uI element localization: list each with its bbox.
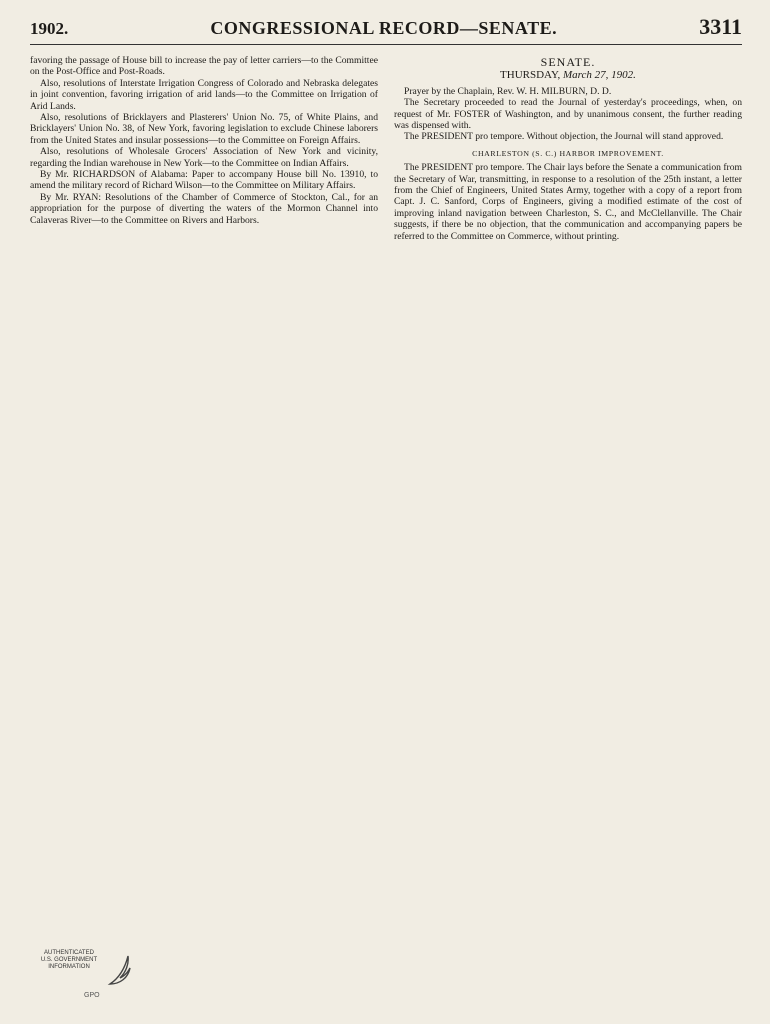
page (30, 14, 742, 242)
paragraph: The PRESIDENT pro tempore. Without objection, the Journal will stand approved. (404, 131, 724, 143)
header-title: CONGRESSIONAL RECORD—SENATE. (210, 18, 558, 38)
paragraph: By Mr. RYAN: Resolutions of the Chamber of Commerce of Stockton, Cal., for an appropriation for the purpose of diverting the waters of the Mormon Channel into Calaveras River—to the Committee on Rivers and Harbors. (30, 191, 378, 226)
page-header (30, 14, 742, 45)
paragraph: Also, resolutions of Bricklayers and Plasterers' Union No. 75, of White Plains, and Bricklayers' Union No. 38, of New York, favoring legislation to exclude Chinese laborers from the United States and insular possessions—to the Committee on Foreign Affairs. (30, 112, 378, 146)
right-column (394, 55, 742, 242)
opening-paragraphs (394, 86, 742, 143)
header-page-number: 3311 (699, 14, 742, 39)
sections (394, 148, 742, 242)
session-date (394, 70, 742, 81)
authentication-text: AUTHENTICATED U.S. GOVERNMENT INFORMATION (40, 950, 98, 970)
paragraph: The Secretary proceeded to read the Journal of yesterday's proceedings, when, on request of Mr. FOSTER of Washington, and by unanimous consent, the further reading was dispensed with. (394, 97, 742, 132)
authenticated-gpo-seal (34, 950, 144, 1012)
paragraph: By Mr. RICHARDSON of Alabama: Paper to accompany House bill No. 13910, to amend the military record of Richard Wilson—to the Committee on Military Affairs. (30, 169, 378, 192)
gpo-label: GPO (84, 992, 100, 999)
eagle-icon (106, 950, 134, 990)
paragraph: Also, resolutions of Wholesale Grocers' Association of New York and vicinity, regarding the Indian warehouse in New York—to the Committee on Indian Affairs. (30, 146, 378, 169)
paragraph: Also, resolutions of Interstate Irrigation Congress of Colorado and Nebraska delegates in joint convention, favoring irrigation of arid lands—to the Committee on Irrigation of Arid Lands. (30, 77, 378, 112)
senate-heading: SENATE. (540, 55, 596, 69)
paragraph: Prayer by the Chaplain, Rev. W. H. MILBURN, D. D. (404, 85, 612, 97)
header-year: 1902. (30, 19, 69, 38)
date-text: March 27, 1902. (563, 69, 636, 82)
columns (30, 55, 742, 242)
section-heading: CHARLESTON (S. C.) HARBOR IMPROVEMENT. (472, 148, 664, 158)
paragraph: The PRESIDENT pro tempore. The Chair lays before the Senate a communication from the Secretary of War, transmitting, in response to a resolution of the 25th instant, a letter from the Chief of Engineers, United States Army, together with a copy of a report from Capt. J. C. Sanford, Corps of Engineers, giving a modified estimate of the cost of improving inland navigation between Charleston, S. C., and McClellanville. The Chair suggests, if there be no objection, that the communication and accompanying papers be referred to the Committee on Commerce, without printing. (394, 162, 742, 242)
paragraph: favoring the passage of House bill to increase the pay of letter carriers—to the Committee on the Post-Office and Post-Roads. (30, 55, 378, 78)
left-column (30, 55, 378, 242)
date-weekday: THURSDAY, (500, 69, 561, 82)
